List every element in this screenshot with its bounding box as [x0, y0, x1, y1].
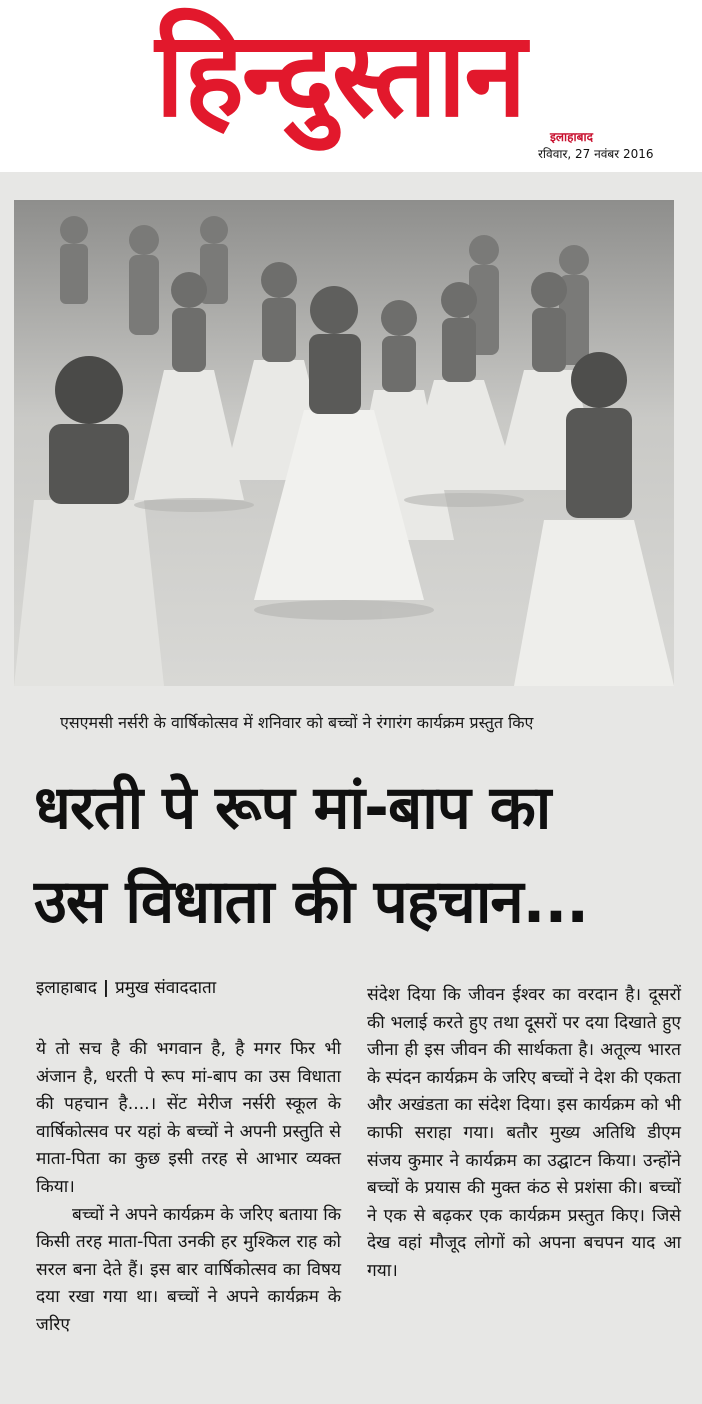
dateline-author: प्रमुख संवाददाता [115, 978, 217, 998]
article-column-1 [36, 1036, 341, 1340]
issue-date: रविवार, 27 नवंबर 2016 [538, 147, 654, 161]
photo-caption: एसएमसी नर्सरी के वार्षिकोत्सव में शनिवार को बच्चों ने रंगारंग कार्यक्रम प्रस्तुत किए [60, 713, 534, 732]
article-paragraph: ये तो सच है की भगवान है, है मगर फिर भी अंजान है, धरती पे रूप मां-बाप का उस विधाता की पहचान है....। सेंट मेरीज नर्सरी स्कूल के वार्षिकोत्सव पर यहां के बच्चों ने अपनी प्रस्तुति से माता-पिता का कुछ इसी तरह से आभार व्यक्त किया। [36, 1039, 341, 1197]
dateline [36, 975, 216, 998]
dateline-place: इलाहाबाद [36, 978, 97, 998]
edition-label: इलाहाबाद [550, 130, 593, 144]
article-column-2 [367, 982, 681, 1286]
article-paragraph: संदेश दिया कि जीवन ईश्वर का वरदान है। दूसरों की भलाई करते हुए तथा दूसरों पर दया दिखाते हुए जीना ही इस जीवन की सार्थकता है। अतूल्य भारत के स्पंदन कार्यक्रम के जरिए बच्चों ने देश की एकता और अखंडता का संदेश दिया। इस कार्यक्रम को भी काफी सराहा गया। बतौर मुख्य अतिथि डीएम संजय कुमार ने कार्यक्रम का उद्घाटन किया। उन्होंने बच्चों के प्रयास की मुक्त कंठ से प्रशंसा की। बच्चों ने एक से बढ़कर एक कार्यक्रम प्रस्तुत किए। जिसे देख वहां मौजूद लोगों को अपना बचपन याद आ गया। [367, 985, 681, 1281]
dancing-children-photo [14, 200, 674, 686]
dateline-separator: | [102, 978, 110, 998]
headline-line-2: उस विधाता की पहचान... [34, 867, 589, 937]
newspaper-logo: हिन्दुस्तान [155, 6, 525, 144]
masthead [0, 0, 702, 172]
article-paragraph: बच्चों ने अपने कार्यक्रम के जरिए बताया कि किसी तरह माता-पिता उनकी हर मुश्किल राह को सरल बना देते हैं। इस बार वार्षिकोत्सव का विषय दया रखा गया था। बच्चों ने अपने कार्यक्रम के जरिए [36, 1204, 341, 1335]
headline-line-1: धरती पे रूप मां-बाप का [34, 773, 551, 843]
article-photo [14, 200, 674, 686]
